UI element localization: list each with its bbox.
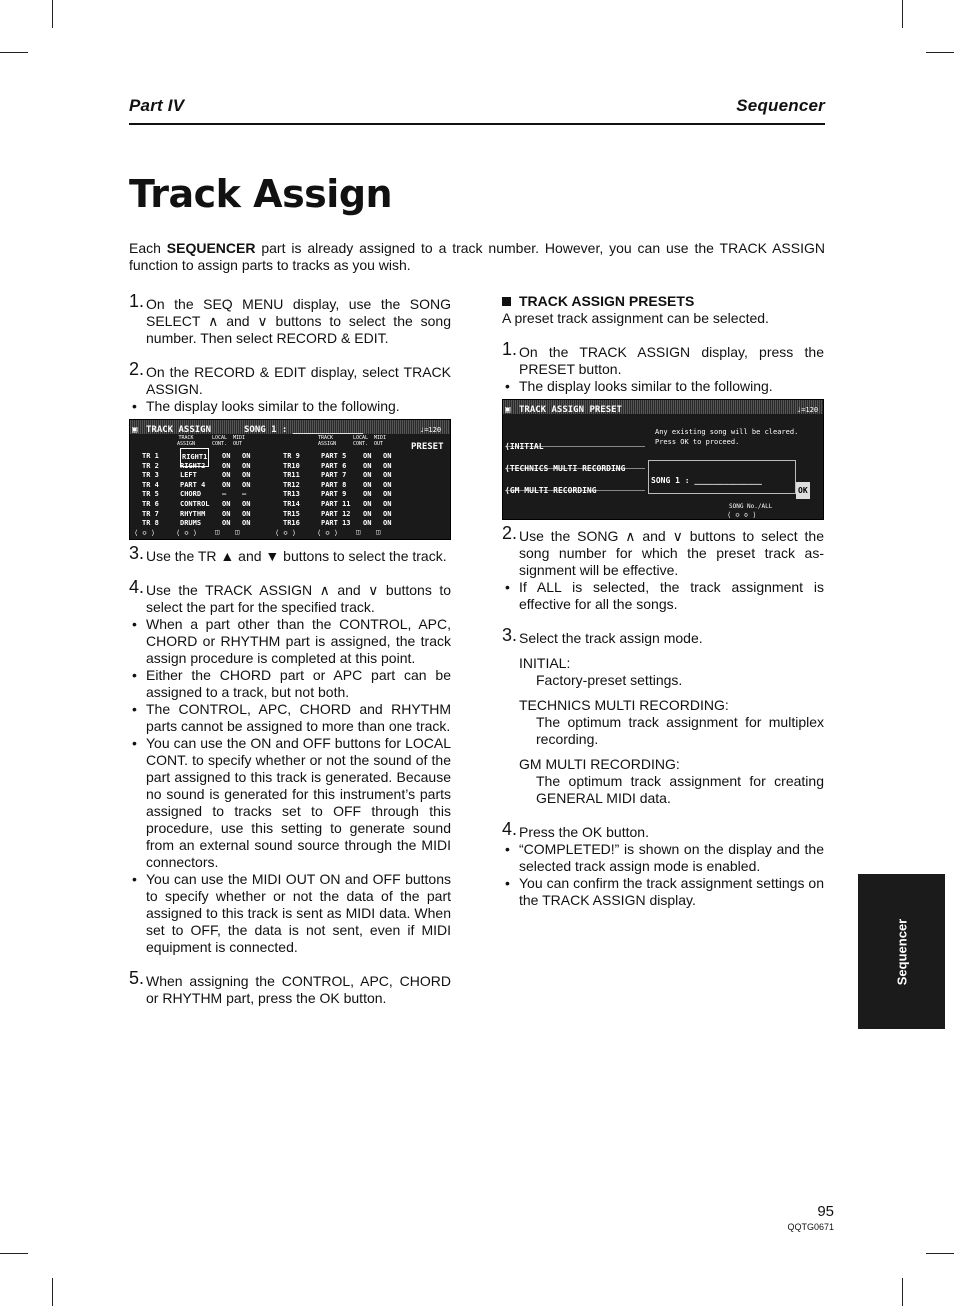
midi-out-value: ON — [383, 461, 392, 470]
bullet: • When a part other than the CONTROL, APC, CHORD or RHYTHM part is assigned, the track assign procedure is completed at this point. — [129, 616, 451, 667]
bullet: • If ALL is selected, the track assignment is effective for all the songs. — [502, 579, 824, 613]
midi-out-value: ON — [383, 490, 392, 499]
display-logo-icon: ▣ — [505, 405, 511, 415]
section-title: TRACK ASSIGN PRESETS — [519, 293, 695, 309]
step-2 — [129, 359, 451, 398]
preset-step-1 — [502, 339, 824, 378]
local-cont-value: ON — [222, 509, 231, 518]
midi-out-value: ON — [242, 480, 251, 489]
midi-on-off-buttons[interactable]: ◫ — [235, 528, 240, 536]
local-cont-value: ON — [222, 519, 231, 528]
right-column — [502, 293, 824, 909]
track-number: TR15 — [283, 509, 300, 518]
track-part: PART 8 — [321, 480, 347, 489]
track-number: TR12 — [283, 480, 300, 489]
tr-up-down-buttons[interactable]: ⟨ ≎ ⟩ — [275, 529, 297, 537]
col-header-midi-out: MIDI OUT — [233, 435, 246, 447]
track-part: DRUMS — [180, 519, 202, 528]
local-cont-value: ON — [363, 490, 372, 499]
track-part: RHYTHM — [180, 509, 206, 518]
step-text: On the RECORD & EDIT display, select TRACK ASSIGN. — [146, 364, 451, 397]
track-number: TR 7 — [142, 509, 159, 518]
page-title: Track Assign — [129, 172, 393, 216]
track-part: PART 11 — [321, 500, 351, 508]
col-header-track-assign: TRACK ASSIGN — [318, 435, 337, 447]
midi-out-value: ON — [383, 519, 392, 528]
local-on-off-buttons[interactable]: ◫ — [215, 528, 220, 536]
local-cont-value: ON — [222, 452, 231, 460]
intro-paragraph — [129, 240, 825, 274]
local-cont-value: ON — [222, 500, 231, 508]
mode-description: Factory-preset settings. — [536, 672, 683, 688]
option-label: GM MULTI RECORDING — [509, 486, 597, 495]
track-number: TR13 — [283, 490, 300, 499]
track-number: TR 2 — [142, 461, 159, 470]
local-cont-value: ON — [363, 509, 372, 518]
mode-name: GM MULTI RECORDING: — [519, 756, 680, 772]
preset-step-2 — [502, 523, 824, 579]
track-assign-preset-display — [502, 399, 824, 520]
track-assign-up-down-buttons[interactable]: ⟨ ≎ ⟩ — [317, 529, 339, 537]
step-number: 4. — [129, 577, 145, 597]
bullet: • “COMPLETED!” is shown on the display and the selected track assign mode is enabled. — [502, 841, 824, 875]
midi-out-value: ON — [242, 471, 251, 480]
section-heading — [502, 293, 824, 310]
track-number: TR11 — [283, 471, 300, 480]
preset-button[interactable]: PRESET — [411, 442, 444, 452]
step-text: Use the TRACK ASSIGN ∧ and ∨ buttons to select the part for the specified track. — [146, 582, 451, 615]
bullet: • The CONTROL, APC, CHORD and RHYTHM parts cannot be assigned to more than one track. — [129, 701, 451, 735]
intro-text: part is already assigned to a track number. However, you can use the TRACK ASSIGN function to assign parts to tracks as you wish. — [129, 240, 825, 273]
step-text: When assigning the CONTROL, APC, CHORD or RHYTHM part, press the OK button. — [146, 973, 451, 1006]
crop-mark — [902, 1278, 903, 1306]
track-part: PART 13 — [321, 519, 351, 528]
crop-mark — [926, 52, 954, 53]
step-number: 4. — [502, 819, 518, 839]
track-number: TR 9 — [283, 452, 300, 460]
square-bullet-icon — [502, 297, 511, 306]
option-technics-multi[interactable]: ⟨TECHNICS MULTI RECORDING — [505, 464, 626, 473]
midi-out-value: ON — [242, 461, 251, 470]
step-text: Use the SONG ∧ and ∨ buttons to select the song number for which the preset track as-signment will be effective. — [519, 528, 824, 578]
local-cont-value: ON — [222, 480, 231, 489]
step-text: Use the TR ▲ and ▼ buttons to select the track. — [146, 548, 447, 564]
display-tempo: ♩=120 — [797, 406, 819, 414]
step-1 — [129, 291, 451, 347]
step-number: 1. — [129, 291, 145, 311]
step-number: 3. — [129, 543, 145, 563]
midi-out-value: ON — [383, 509, 392, 518]
local-cont-value: ON — [363, 461, 372, 470]
song-field: SONG 1 : ______________ — [651, 476, 762, 485]
local-cont-value: ON — [363, 519, 372, 528]
track-part: LEFT — [180, 471, 197, 480]
local-cont-value: ON — [363, 500, 372, 508]
step-4 — [129, 577, 451, 616]
display-song: SONG 1 : _____________ — [244, 425, 364, 435]
midi-out-value: ON — [242, 519, 251, 528]
preset-step-4 — [502, 819, 824, 841]
track-number: TR 5 — [142, 490, 159, 499]
song-up-down-buttons[interactable]: ⟨ ≎ ≎ ⟩ — [727, 511, 757, 519]
midi-out-value: — — [242, 490, 247, 499]
mode-description: The optimum track assignment for creating GENERAL MIDI data. — [536, 773, 824, 806]
local-cont-value: ON — [363, 480, 372, 489]
midi-out-value: ON — [242, 509, 251, 518]
song-all-label: SONG No./ALL — [729, 503, 773, 510]
bullet: • The display looks similar to the following. — [502, 378, 824, 395]
step-number: 3. — [502, 625, 518, 645]
track-number: TR14 — [283, 500, 300, 508]
page-number: 95 — [817, 1203, 834, 1220]
bullet: • You can use the MIDI OUT ON and OFF buttons to specify whether or not the data of the part assigned to this track is sent as MIDI data. When set to OFF, the data is not sent, even if MIDI equipment is connected. — [129, 871, 451, 956]
display-title: TRACK ASSIGN — [146, 425, 212, 435]
local-cont-value: ON — [363, 471, 372, 480]
track-part: RIGHT1 — [180, 448, 209, 467]
preset-step-3 — [502, 625, 824, 647]
track-number: TR 8 — [142, 519, 159, 528]
track-number: TR 3 — [142, 471, 159, 480]
col-header-track-assign: TRACK ASSIGN — [177, 435, 196, 447]
midi-out-value: ON — [242, 500, 251, 508]
display-tempo: ♩=120 — [420, 426, 442, 434]
midi-out-value: ON — [242, 452, 251, 460]
step-text: Press the OK button. — [519, 824, 649, 840]
track-number: TR 6 — [142, 500, 159, 508]
mode-description: The optimum track assignment for multiplex recording. — [536, 714, 824, 747]
local-cont-value: ON — [222, 471, 231, 480]
header-section: Sequencer — [736, 96, 825, 115]
step-text: On the TRACK ASSIGN display, press the PRESET button. — [519, 344, 824, 377]
crop-mark — [52, 0, 53, 28]
crop-mark — [926, 1253, 954, 1254]
track-part: PART 4 — [180, 480, 206, 489]
bullet: • Either the CHORD part or APC part can be assigned to a track, but not both. — [129, 667, 451, 701]
midi-out-value: ON — [383, 471, 392, 480]
local-cont-value: — — [222, 490, 227, 499]
step-text: Select the track assign mode. — [519, 630, 703, 646]
display-logo-icon: ▣ — [132, 425, 138, 435]
col-header-local-cont: LOCAL CONT. — [353, 435, 369, 447]
mode-name: INITIAL: — [519, 655, 571, 671]
step-number: 5. — [129, 968, 145, 988]
local-cont-value: ON — [363, 452, 372, 460]
page-code: QQTG0671 — [787, 1222, 834, 1232]
track-part: PART 6 — [321, 461, 347, 470]
track-assign-display — [129, 419, 451, 540]
step-3 — [129, 543, 451, 565]
display-message: Press OK to proceed. — [655, 438, 740, 446]
bullet: • The display looks similar to the following. — [129, 398, 451, 415]
track-part: PART 7 — [321, 471, 347, 480]
local-on-off-buttons[interactable]: ◫ — [356, 528, 361, 536]
step-number: 1. — [502, 339, 518, 359]
bullet: • You can confirm the track assignment settings on the TRACK ASSIGN display. — [502, 875, 824, 909]
header-rule — [129, 123, 825, 125]
col-header-local-cont: LOCAL CONT. — [212, 435, 228, 447]
bullet: • You can use the ON and OFF buttons for LOCAL CONT. to specify whether or not the sound of the part assigned to this track is generated. Because no sound is generated for this instrument’s parts assigned to tracks set to OFF through this procedure, use this setting to generate sound from an external sound source through the MIDI connectors. — [129, 735, 451, 871]
track-assign-up-down-buttons[interactable]: ⟨ ≎ ⟩ — [176, 529, 198, 537]
crop-mark — [0, 52, 28, 53]
step-number: 2. — [502, 523, 518, 543]
crop-mark — [902, 0, 903, 28]
left-column — [129, 291, 451, 1007]
track-number: TR 1 — [142, 452, 159, 460]
section-description: A preset track assignment can be selected. — [502, 310, 769, 326]
track-part: CHORD — [180, 490, 202, 499]
crop-mark — [0, 1253, 28, 1254]
header-part: Part IV — [129, 96, 185, 115]
track-number: TR 4 — [142, 480, 159, 489]
midi-on-off-buttons[interactable]: ◫ — [376, 528, 381, 536]
track-number: TR10 — [283, 461, 300, 470]
midi-out-value: ON — [383, 480, 392, 489]
option-initial[interactable]: ⟨INITIAL — [505, 442, 544, 451]
intro-bold: SEQUENCER — [166, 240, 256, 256]
track-part: RIGHT2 — [180, 461, 206, 470]
display-message: Any existing song will be cleared. — [655, 428, 799, 436]
tr-up-down-buttons[interactable]: ⟨ ≎ ⟩ — [134, 529, 156, 537]
step-text: On the SEQ MENU display, use the SONG SELECT ∧ and ∨ buttons to select the song number. Then select RECORD & EDIT. — [146, 296, 451, 346]
display-title: TRACK ASSIGN PRESET — [519, 405, 622, 415]
track-part: PART 9 — [321, 490, 347, 499]
crop-mark — [52, 1278, 53, 1306]
track-part: PART 5 — [321, 452, 347, 460]
option-label: INITIAL — [509, 442, 544, 451]
midi-out-value: ON — [383, 500, 392, 508]
side-tab-label: Sequencer — [894, 918, 909, 985]
track-number: TR16 — [283, 519, 300, 528]
intro-text: Each — [129, 240, 167, 256]
track-part: PART 12 — [321, 509, 351, 518]
step-number: 2. — [129, 359, 145, 379]
col-header-midi-out: MIDI OUT — [374, 435, 387, 447]
option-label: TECHNICS MULTI RECORDING — [509, 464, 626, 473]
track-part: CONTROL — [180, 500, 210, 508]
midi-out-value: ON — [383, 452, 392, 460]
local-cont-value: ON — [222, 461, 231, 470]
ok-button[interactable]: OK — [796, 482, 810, 499]
section-side-tab — [858, 874, 945, 1029]
option-gm-multi[interactable]: ⟨GM MULTI RECORDING — [505, 486, 597, 495]
mode-name: TECHNICS MULTI RECORDING: — [519, 697, 729, 713]
step-5 — [129, 968, 451, 1007]
